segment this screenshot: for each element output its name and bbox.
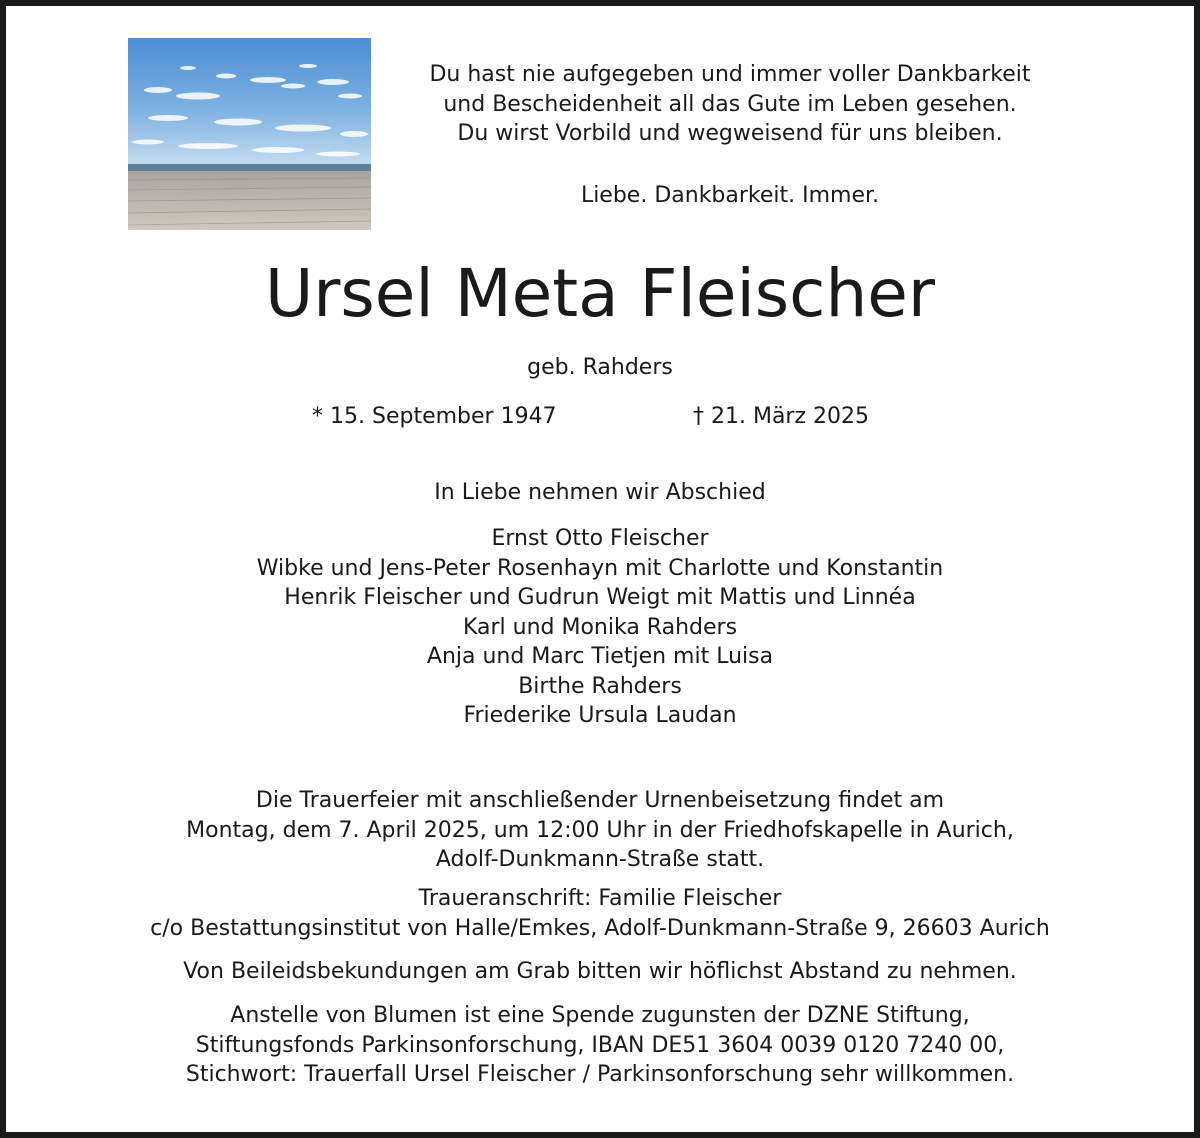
maiden-name: geb. Rahders — [527, 355, 673, 380]
service-info — [0, 786, 1200, 875]
service-line: Montag, dem 7. April 2025, um 12:00 Uhr in der Friedhofskapelle in Aurich, — [186, 817, 1014, 843]
address-line: c/o Bestattungsinstitut von Halle/Emkes, Adolf-Dunkmann-Straße 9, 26603 Aurich — [150, 915, 1050, 941]
poem-motto: Liebe. Dankbarkeit. Immer. — [580, 182, 880, 208]
condolence-line: Von Beileidsbekundungen am Grab bitten wir höflichst Abstand zu nehmen. — [183, 959, 1017, 984]
mourner-entry: Henrik Fleischer und Gudrun Weigt mit Mattis und Linnéa — [284, 585, 916, 610]
donation-info — [0, 1001, 1200, 1090]
mourner-entry: Anja und Marc Tietjen mit Luisa — [426, 644, 774, 669]
poem-block — [385, 60, 1075, 210]
mourner-entry: Karl und Monika Rahders — [462, 614, 738, 640]
farewell-intro: In Liebe nehmen wir Abschied — [434, 480, 766, 505]
mourners-list — [0, 524, 1200, 731]
donation-line: Stiftungsfonds Parkinsonforschung, IBAN DE51 3604 0039 0120 7240 00, — [195, 1032, 1005, 1058]
donation-line: Stichwort: Trauerfall Ursel Fleischer / Parkinsonforschung sehr willkommen. — [185, 1062, 1015, 1087]
beach-photo — [128, 38, 371, 230]
poem-line: Du hast nie aufgegeben und immer voller Dankbarkeit — [429, 62, 1031, 87]
service-line: Adolf-Dunkmann-Straße statt. — [435, 847, 765, 872]
mourner-entry: Friederike Ursula Laudan — [463, 703, 737, 728]
death-date: † 21. März 2025 — [693, 404, 870, 429]
mourner-entry: Birthe Rahders — [518, 673, 682, 699]
mourning-address — [0, 884, 1200, 943]
address-line: Traueranschrift: Familie Fleischer — [418, 886, 782, 911]
condolence-note — [0, 957, 1200, 987]
poem-line: Du wirst Vorbild und wegweisend für uns bleiben. — [457, 121, 1003, 146]
birth-date: * 15. September 1947 — [312, 404, 557, 429]
poem-line: und Bescheidenheit all das Gute im Leben gesehen. — [443, 91, 1017, 117]
donation-line: Anstelle von Blumen ist eine Spende zugunsten der DZNE Stiftung, — [230, 1003, 970, 1028]
deceased-name: Ursel Meta Fleischer — [264, 255, 936, 332]
mourner-entry: Ernst Otto Fleischer — [491, 526, 709, 551]
mourner-entry: Wibke und Jens-Peter Rosenhayn mit Charlotte und Konstantin — [256, 555, 944, 581]
service-line: Die Trauerfeier mit anschließender Urnenbeisetzung findet am — [255, 788, 945, 813]
